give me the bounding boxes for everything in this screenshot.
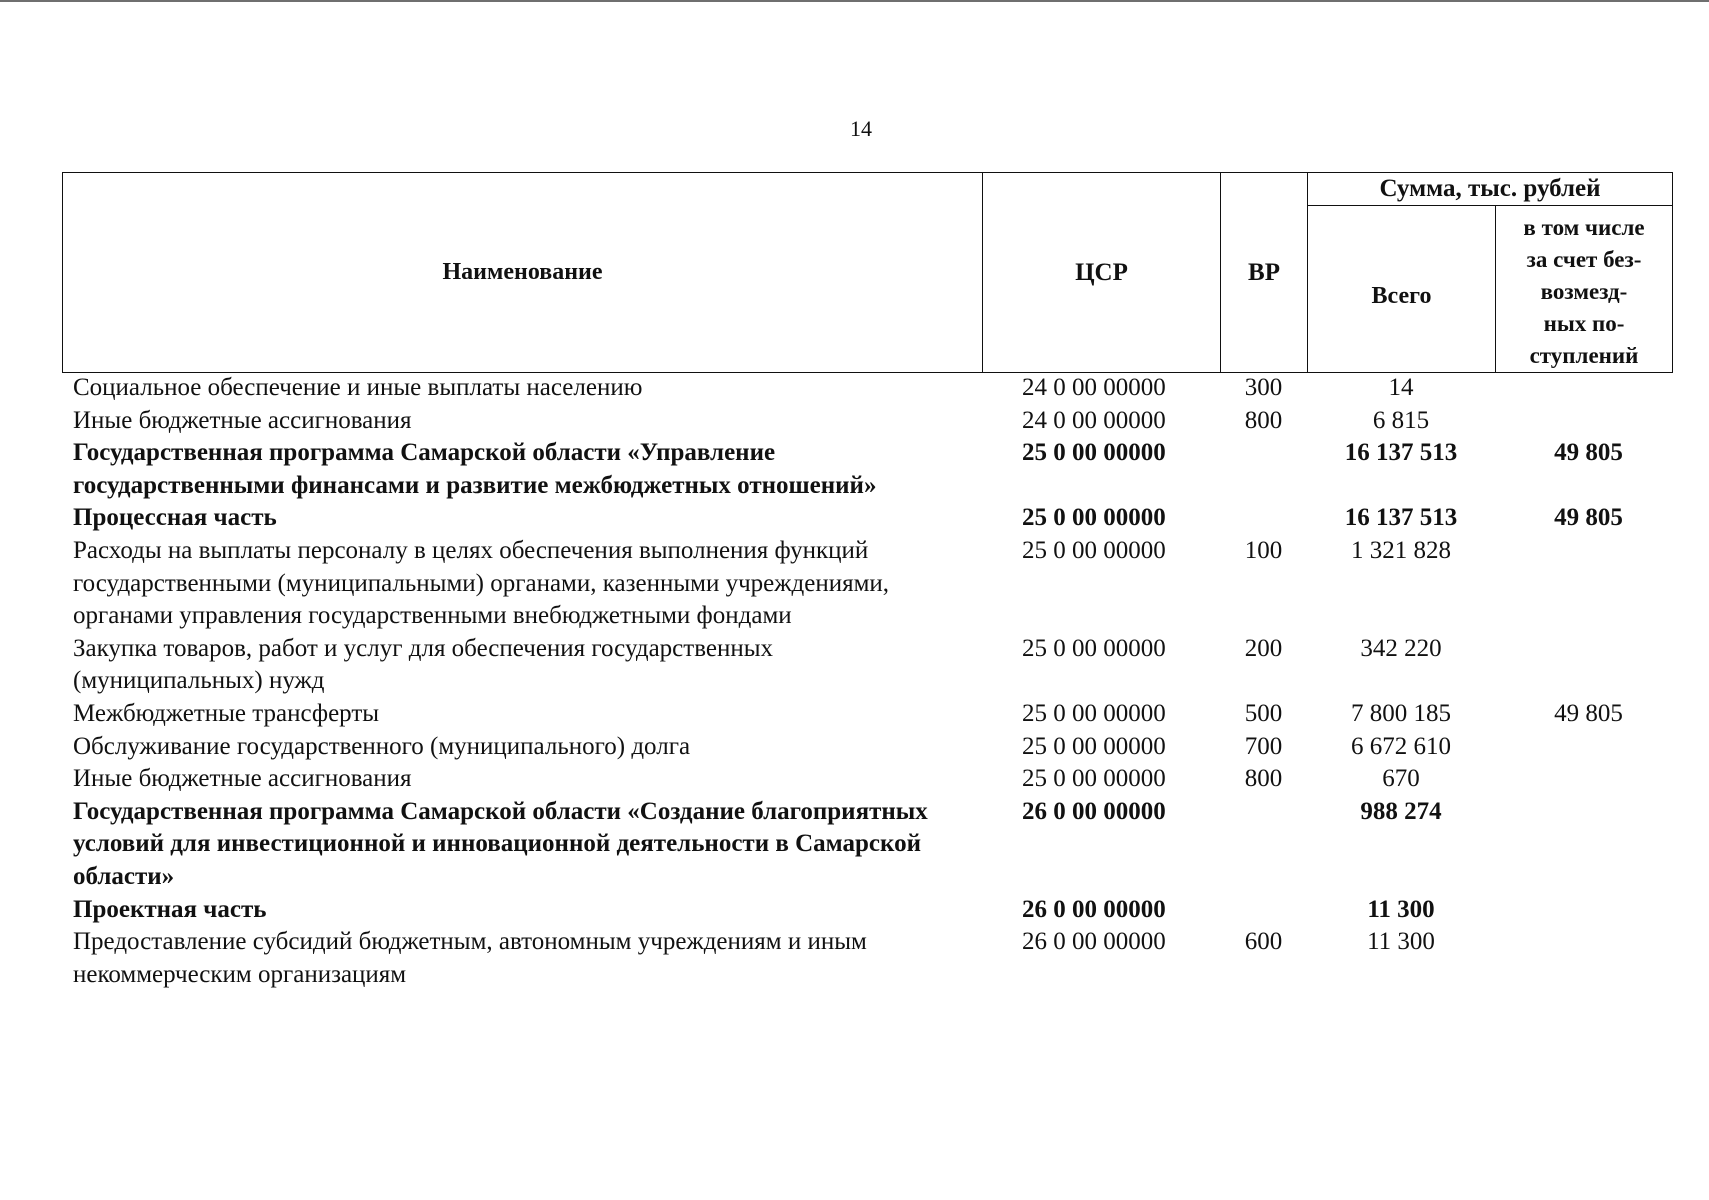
- table-header: [62, 172, 1673, 373]
- scan-edge-line: [0, 0, 1709, 2]
- page-number: 14: [850, 116, 872, 141]
- row-including: 49 805: [1554, 439, 1623, 467]
- header-including-line: ступлений: [1529, 343, 1639, 368]
- table-body: [62, 372, 1672, 991]
- row-csr: 24 0 00 00000: [1022, 406, 1166, 434]
- row-vr: 700: [1244, 732, 1283, 760]
- row-vr: 600: [1244, 928, 1283, 956]
- row-name: Государственная программа Самарской области «Создание благоприятных условий для инвестиционной и инновационной деятельности в Самарской области»: [73, 797, 928, 890]
- header-including-line: в том числе: [1523, 215, 1645, 240]
- row-total: 1 321 828: [1351, 536, 1451, 564]
- row-total: 11 300: [1367, 895, 1435, 923]
- header-total: Всего: [1308, 206, 1496, 373]
- row-including: [1495, 372, 1672, 405]
- row-vr: 200: [1244, 634, 1283, 662]
- header-including-line: возмезд-: [1540, 279, 1628, 304]
- row-csr: 25 0 00 00000: [1022, 732, 1166, 760]
- row-csr: 25 0 00 00000: [1022, 765, 1166, 793]
- row-including: [1495, 894, 1672, 927]
- row-csr: 26 0 00 00000: [1022, 895, 1166, 923]
- row-total: 670: [1382, 765, 1420, 793]
- table-row: [62, 698, 1672, 731]
- header-vr: ВР: [1221, 173, 1308, 373]
- row-including: [1495, 633, 1672, 698]
- row-name: Межбюджетные трансферты: [73, 699, 380, 727]
- row-vr: 500: [1244, 699, 1283, 727]
- row-vr: 800: [1244, 765, 1283, 793]
- row-including: [1495, 763, 1672, 796]
- row-total: 342 220: [1360, 634, 1442, 662]
- row-vr: [1220, 894, 1307, 927]
- row-total: 988 274: [1360, 797, 1442, 825]
- row-csr: 26 0 00 00000: [1022, 797, 1166, 825]
- row-csr: 26 0 00 00000: [1022, 928, 1166, 956]
- row-name: Социальное обеспечение и иные выплаты населению: [73, 374, 643, 401]
- row-name: Предоставление субсидий бюджетным, автономным учреждениям и иным некоммерческим организациям: [73, 928, 867, 988]
- row-name: Иные бюджетные ассигнования: [73, 406, 412, 434]
- row-vr: 800: [1244, 406, 1283, 434]
- header-including: [1496, 206, 1673, 373]
- row-csr: 25 0 00 00000: [1022, 504, 1166, 532]
- table-row: [62, 372, 1672, 405]
- row-total: 16 137 513: [1344, 504, 1458, 532]
- row-including: [1495, 405, 1672, 438]
- header-name: Наименование: [63, 173, 983, 373]
- row-vr: [1220, 796, 1307, 894]
- table-row: [62, 796, 1672, 894]
- row-total: 11 300: [1367, 928, 1435, 956]
- row-including: 49 805: [1554, 504, 1623, 532]
- row-including: [1495, 796, 1672, 894]
- header-csr: ЦСР: [983, 173, 1221, 373]
- rows-container: [62, 372, 1672, 991]
- row-csr: 25 0 00 00000: [1022, 699, 1166, 727]
- row-vr: 300: [1244, 374, 1283, 401]
- row-total: 14: [1388, 374, 1414, 401]
- row-total: 16 137 513: [1344, 439, 1458, 467]
- row-vr: 100: [1244, 536, 1283, 564]
- table-row: [62, 763, 1672, 796]
- row-csr: 25 0 00 00000: [1022, 439, 1166, 467]
- row-including: 49 805: [1554, 699, 1623, 727]
- row-name: Проектная часть: [73, 895, 267, 923]
- row-csr: 25 0 00 00000: [1022, 634, 1166, 662]
- row-total: 6 815: [1372, 406, 1430, 434]
- row-total: 6 672 610: [1351, 732, 1451, 760]
- header-including-line: за счет без-: [1526, 247, 1642, 272]
- table-row: [62, 894, 1672, 927]
- row-name: Обслуживание государственного (муниципального) долга: [73, 732, 691, 760]
- table-row: [62, 633, 1672, 698]
- header-sum: Сумма, тыс. рублей: [1308, 173, 1673, 206]
- table-row: [62, 437, 1672, 502]
- row-name: Иные бюджетные ассигнования: [73, 765, 412, 793]
- row-including: [1495, 535, 1672, 633]
- row-name: Государственная программа Самарской области «Управление государственными финансами и развитие межбюджетных отношений»: [73, 439, 877, 499]
- table-row: [62, 502, 1672, 535]
- row-name: Процессная часть: [73, 504, 277, 532]
- row-including: [1495, 926, 1672, 991]
- table-row: [62, 731, 1672, 764]
- row-csr: 25 0 00 00000: [1022, 536, 1166, 564]
- row-name: Закупка товаров, работ и услуг для обеспечения государственных (муниципальных) нужд: [73, 634, 774, 695]
- row-csr: 24 0 00 00000: [1022, 374, 1166, 401]
- row-vr: [1220, 502, 1307, 535]
- table-row: [62, 926, 1672, 991]
- row-vr: [1220, 437, 1307, 502]
- table-row: [62, 535, 1672, 633]
- row-total: 7 800 185: [1351, 699, 1451, 727]
- header-including-line: ных по-: [1543, 311, 1625, 336]
- table-row: [62, 405, 1672, 438]
- row-including: [1495, 731, 1672, 764]
- row-name: Расходы на выплаты персоналу в целях обеспечения выполнения функций государственными (муниципальными) органами, казенными учреждениями, органами управления государственными внебюджетными фондами: [73, 536, 890, 630]
